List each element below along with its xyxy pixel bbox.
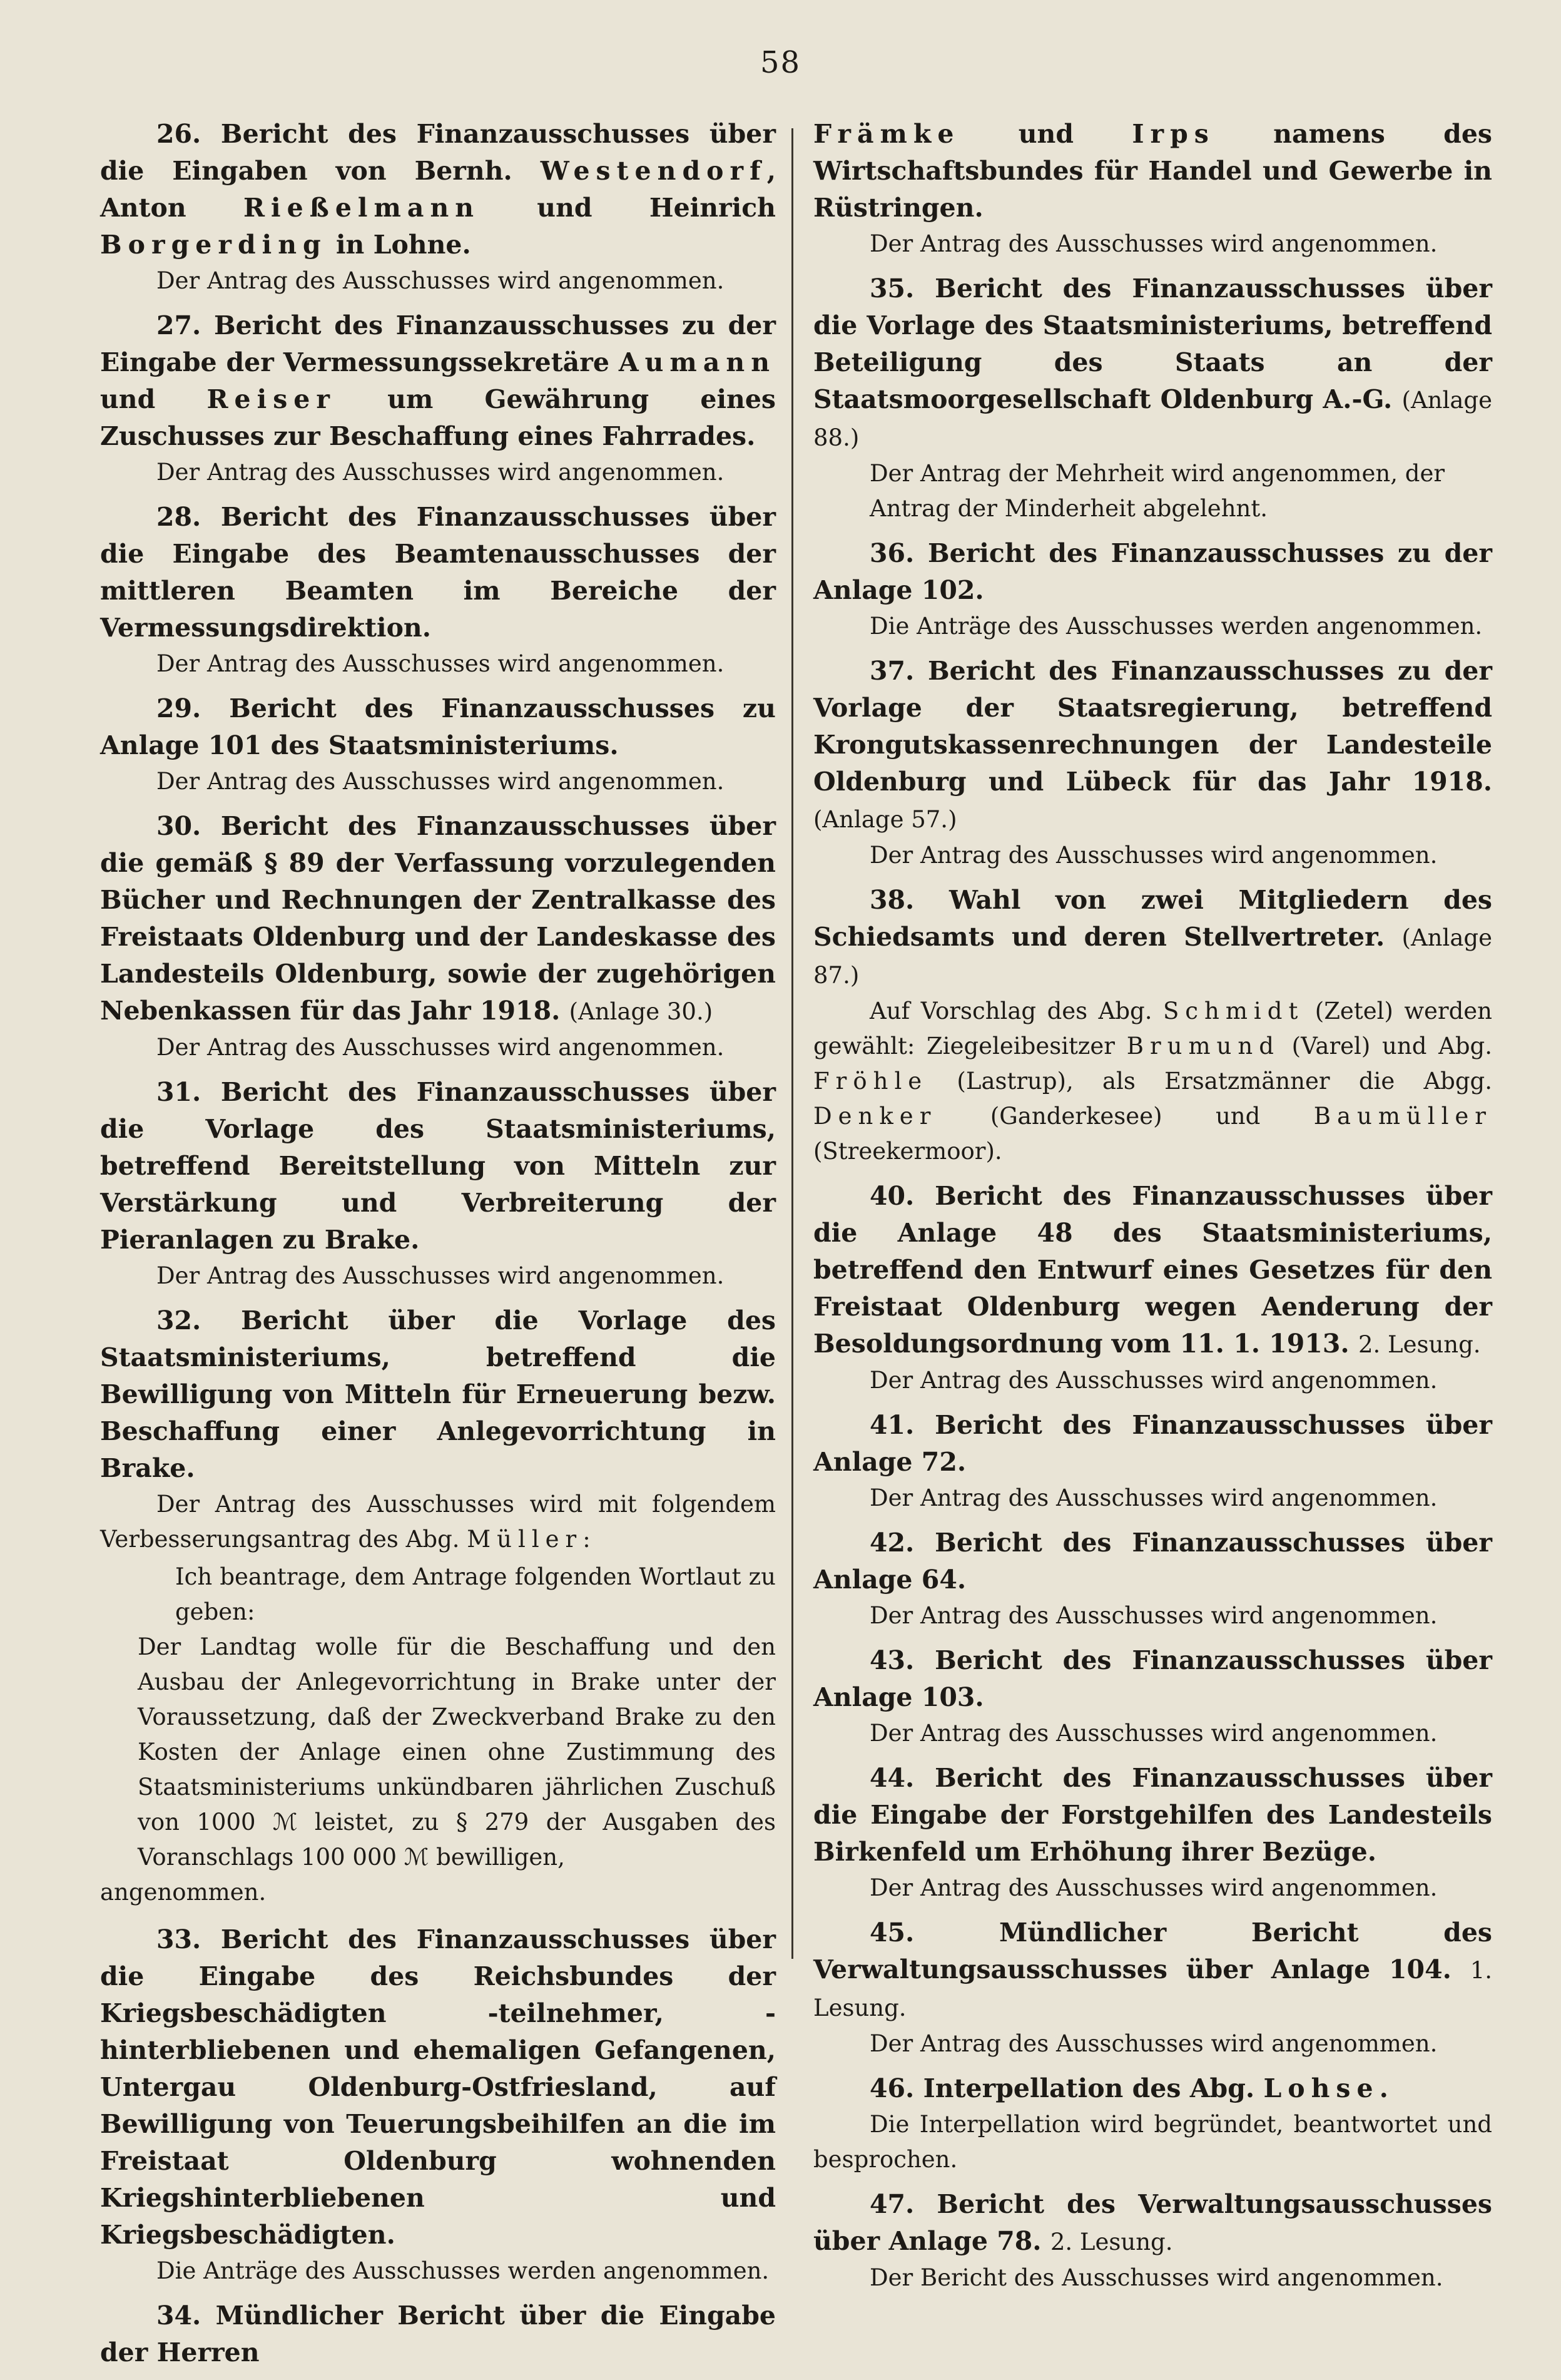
item-heading: 28. Bericht des Finanzausschusses über die Eingabe des Beamtenausschusses der mittleren Beamten im Bereiche der Vermessungsdirektion.	[100, 502, 776, 643]
agenda-item-34	[100, 2297, 776, 2371]
item-reference: 1. Lesung.	[813, 1957, 1492, 2021]
agenda-item-37	[813, 653, 1492, 873]
item-heading: 42. Bericht des Finanzausschusses über Anlage 64.	[813, 1528, 1492, 1595]
item-heading: 26. Bericht des Finanzausschusses über die Eingaben von Bernh. Westendorf, Anton Rießelmann und Heinrich Borgerding in Lohne.	[100, 119, 776, 260]
item-heading: 29. Bericht des Finanzausschusses zu Anlage 101 des Staatsministeriums.	[100, 693, 776, 760]
item-reference: 2. Lesung.	[1358, 1331, 1481, 1358]
item-result: Der Antrag des Ausschusses wird angenommen.	[870, 1720, 1438, 1747]
person-name: Aumann	[618, 347, 776, 377]
item-heading: 40. Bericht des Finanzausschusses über die Anlage 48 des Staatsministeriums, betreffend den Entwurf eines Gesetzes für den Freistaat Oldenburg wegen Aenderung der Besoldungsordnung vom 11. 1. 1913. 2. Lesung.	[813, 1181, 1492, 1359]
item-result: Der Antrag des Ausschusses wird angenommen.	[156, 1034, 725, 1061]
item-heading: 32. Bericht über die Vorlage des Staatsministeriums, betreffend die Bewilligung von Mitteln für Erneuerung bezw. Beschaffung einer Anlegevorrichtung in Brake.	[100, 1305, 776, 1483]
agenda-item-43	[813, 1642, 1492, 1751]
item-heading: 44. Bericht des Finanzausschusses über die Eingabe der Forstgehilfen des Landesteils Birkenfeld um Erhöhung ihrer Bezüge.	[813, 1763, 1492, 1867]
item-result: Der Antrag der Mehrheit wird angenommen, der Antrag der Minderheit abgelehnt.	[870, 460, 1445, 522]
motion-wording: Der Landtag wolle für die Beschaffung und den Ausbau der Anlegevorrichtung in Brake unter der Voraussetzung, daß der Zweckverband Brake zu den Kosten der Anlage einen ohne Zustimmung des Staatsministeriums unkündbaren jährlichen Zuschuß von 1000 ℳ leistet, zu § 279 der Ausgaben des Voranschlags 100 000 ℳ bewilligen,	[138, 1633, 776, 1871]
agenda-item-40	[813, 1178, 1492, 1398]
person-name: Reiser	[206, 384, 336, 414]
item-result: Der Antrag des Ausschusses wird angenommen.	[156, 650, 725, 677]
person-name: Rießelmann	[243, 193, 481, 223]
person-name: Schmidt	[1162, 998, 1304, 1024]
agenda-item-26	[100, 116, 776, 299]
item-heading: 37. Bericht des Finanzausschusses zu der Vorlage der Staatsregierung, betreffend Krongutskassenrechnungen der Landesteile Oldenburg und Lübeck für das Jahr 1918. (Anlage 57.)	[813, 656, 1492, 833]
agenda-item-33	[100, 1921, 776, 2289]
item-heading: 36. Bericht des Finanzausschusses zu der Anlage 102.	[813, 538, 1492, 605]
person-name: Baumüller	[1313, 1103, 1492, 1130]
item-heading: 35. Bericht des Finanzausschusses über die Vorlage des Staatsministeriums, betreffend Beteiligung des Staats an der Staatsmoorgesellschaft Oldenburg A.-G. (Anlage 88.)	[813, 273, 1492, 451]
item-result: Der Antrag des Ausschusses wird angenommen.	[156, 459, 725, 486]
agenda-item-42	[813, 1525, 1492, 1633]
motion-quote: Ich beantrage, dem Antrage folgenden Wortlaut zu geben:	[175, 1563, 776, 1625]
item-heading: 33. Bericht des Finanzausschusses über die Eingabe des Reichsbundes der Kriegsbeschädigten -teilnehmer, -hinterbliebenen und ehemaligen Gefangenen, Untergau Oldenburg-Ostfriesland, auf Bewilligung von Teuerungsbeihilfen an die im Freistaat Oldenburg wohnenden Kriegshinterbliebenen und Kriegsbeschädigten.	[100, 1924, 776, 2250]
item-heading: 41. Bericht des Finanzausschusses über Anlage 72.	[813, 1410, 1492, 1477]
item-reference: (Anlage 88.)	[813, 387, 1492, 451]
agenda-item-31	[100, 1074, 776, 1294]
person-name: Fröhle	[813, 1068, 928, 1095]
item-result: Die Anträge des Ausschusses werden angenommen.	[870, 613, 1483, 640]
item-result: Der Antrag des Ausschusses wird angenommen.	[870, 842, 1438, 869]
item-result: Die Anträge des Ausschusses werden angenommen.	[156, 2257, 770, 2284]
person-name: Brumund	[1126, 1033, 1280, 1060]
agenda-item-44	[813, 1760, 1492, 1906]
agenda-item-29	[100, 690, 776, 799]
person-name: Müller	[467, 1526, 583, 1553]
item-result: Die Interpellation wird begründet, beantwortet und besprochen.	[813, 2111, 1492, 2173]
item-reference: 2. Lesung.	[1050, 2229, 1173, 2255]
page-number: 58	[760, 45, 801, 80]
item-result: Der Antrag des Ausschusses wird angenommen.	[870, 2030, 1438, 2057]
person-name: Lohse	[1263, 2073, 1380, 2103]
item-result: Der Antrag des Ausschusses wird angenommen.	[870, 230, 1438, 257]
item-reference: (Anlage 87.)	[813, 924, 1492, 989]
item-heading: 43. Bericht des Finanzausschusses über Anlage 103.	[813, 1645, 1492, 1712]
item-result: Der Antrag des Ausschusses wird angenommen.	[870, 1367, 1438, 1394]
person-name: Westendorf	[540, 156, 767, 186]
item-heading: 46. Interpellation des Abg. Lohse.	[870, 2073, 1388, 2103]
item-result: Der Antrag des Ausschusses wird angenommen.	[156, 267, 725, 294]
item-heading: 47. Bericht des Verwaltungsausschusses über Anlage 78. 2. Lesung.	[813, 2189, 1492, 2256]
agenda-item-32	[100, 1302, 776, 1910]
item-reference: (Anlage 57.)	[813, 806, 957, 833]
person-name: Borgerding	[100, 230, 327, 260]
item-result: Der Antrag des Ausschusses wird angenommen.	[870, 1602, 1438, 1629]
item-body: Der Antrag des Ausschusses wird mit folgendem Verbesserungsantrag des Abg. Müller:	[100, 1491, 776, 1553]
agenda-item-46	[813, 2070, 1492, 2177]
agenda-item-35	[813, 270, 1492, 526]
agenda-item-28	[100, 499, 776, 682]
agenda-item-30	[100, 808, 776, 1065]
item-heading: 31. Bericht des Finanzausschusses über die Vorlage des Staatsministeriums, betreffend Bereitstellung von Mitteln zur Verstärkung und Verbreiterung der Pieranlagen zu Brake.	[100, 1077, 776, 1255]
item-result: Der Bericht des Ausschusses wird angenommen.	[870, 2264, 1443, 2291]
agenda-item-27	[100, 307, 776, 490]
item-result: Der Antrag des Ausschusses wird angenommen.	[156, 768, 725, 795]
item-heading: 45. Mündlicher Bericht des Verwaltungsausschusses über Anlage 104. 1. Lesung.	[813, 1918, 1492, 2021]
person-name: Främke	[813, 119, 960, 149]
person-name: Denker	[813, 1103, 937, 1130]
right-column	[813, 116, 1492, 2304]
item-heading: Främke und Irps namens des Wirtschaftsbundes für Handel und Gewerbe in Rüstringen.	[813, 119, 1492, 223]
item-heading: 30. Bericht des Finanzausschusses über die gemäß § 89 der Verfassung vorzulegenden Bücher und Rechnungen der Zentralkasse des Freistaats Oldenburg und der Landeskasse des Landesteils Oldenburg, sowie der zugehörigen Nebenkassen für das Jahr 1918. (Anlage 30.)	[100, 811, 776, 1026]
left-column	[100, 116, 776, 2380]
agenda-item-38	[813, 882, 1492, 1169]
item-heading: 34. Mündlicher Bericht über die Eingabe der Herren	[100, 2301, 776, 2367]
item-heading: 27. Bericht des Finanzausschusses zu der Eingabe der Vermessungssekretäre Aumann und Reiser um Gewährung eines Zuschusses zur Beschaffung eines Fahrrades.	[100, 310, 776, 451]
person-name: Irps	[1132, 119, 1215, 149]
item-result: Der Antrag des Ausschusses wird angenommen.	[870, 1484, 1438, 1511]
agenda-item-47	[813, 2186, 1492, 2296]
item-reference: (Anlage 30.)	[569, 998, 713, 1025]
item-result: Der Antrag des Ausschusses wird angenommen.	[156, 1262, 725, 1289]
agenda-item-41	[813, 1407, 1492, 1516]
item-result: angenommen.	[100, 1879, 267, 1906]
item-body: Auf Vorschlag des Abg. Schmidt (Zetel) werden gewählt: Ziegeleibesitzer Brumund (Varel) und Abg. Fröhle (Lastrup), als Ersatzmänner die Abgg. Denker (Ganderkesee) und Baumüller (Streekermoor).	[813, 998, 1493, 1165]
agenda-item-45	[813, 1914, 1492, 2061]
agenda-item-34-continued	[813, 116, 1492, 262]
column-divider	[791, 128, 793, 1959]
agenda-item-36	[813, 535, 1492, 644]
item-result: Der Antrag des Ausschusses wird angenommen.	[870, 1874, 1438, 1901]
item-heading: 38. Wahl von zwei Mitgliedern des Schiedsamts und deren Stellvertreter. (Anlage 87.)	[813, 885, 1492, 989]
